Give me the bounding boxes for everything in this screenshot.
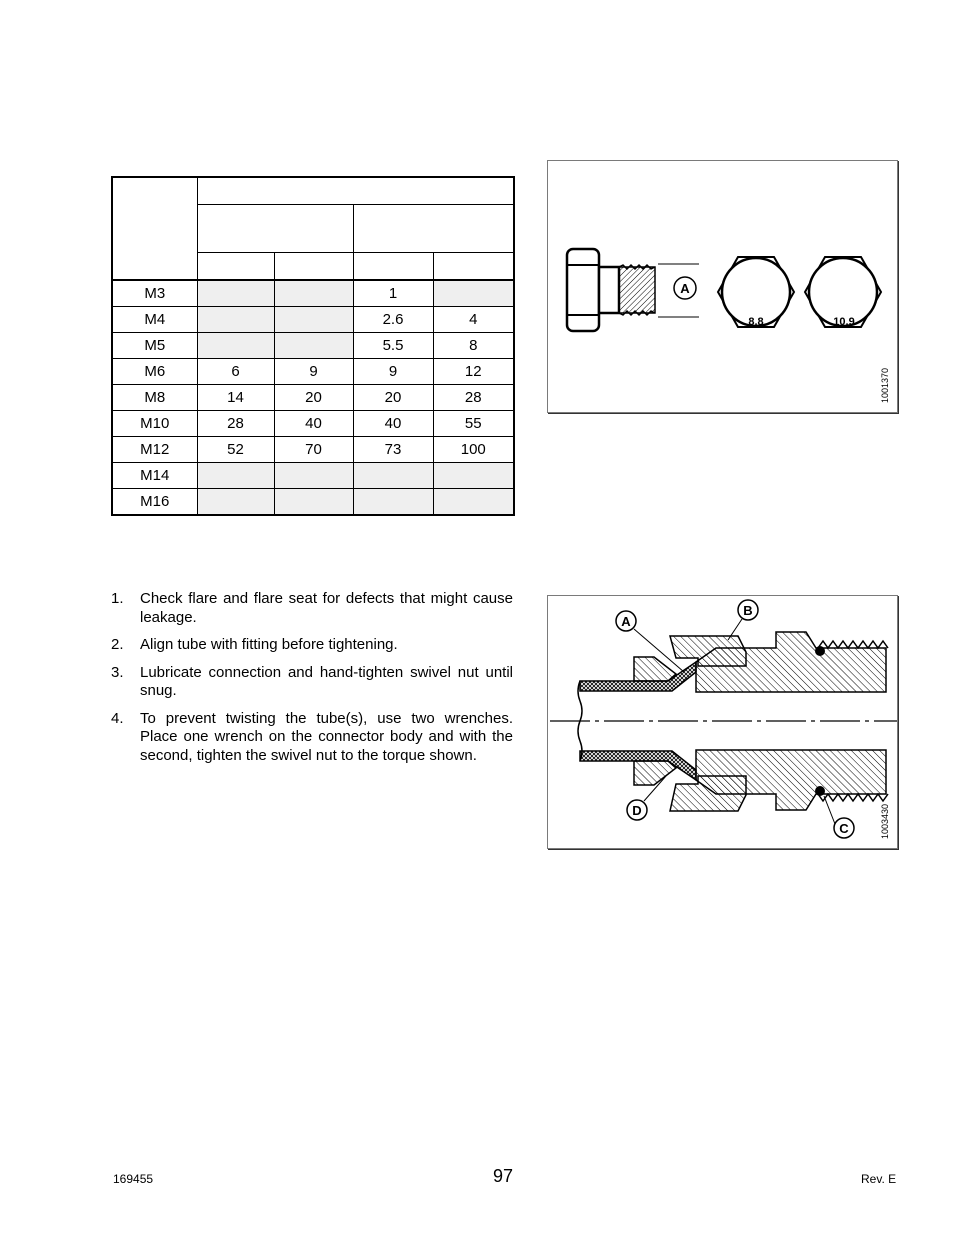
o-ring-lower: [815, 786, 825, 796]
torque-value-cell: [197, 307, 274, 333]
table-row: [112, 437, 514, 463]
bolt-size-cell: M14: [112, 463, 197, 489]
hex-head-10-9: [805, 257, 881, 328]
header-unit-2: [274, 253, 353, 281]
bolt-grade-figure: [547, 160, 898, 413]
header-group-right: [353, 205, 514, 253]
callout-b-label: B: [743, 603, 753, 618]
bolt-size-cell: M12: [112, 437, 197, 463]
table-row: [112, 385, 514, 411]
torque-value-cell: 5.5: [353, 333, 433, 359]
procedure-steps: [111, 590, 513, 774]
bolt-size-cell: M10: [112, 411, 197, 437]
torque-value-cell: [433, 463, 514, 489]
bolt-side-view: [567, 249, 699, 331]
sleeve-upper: [634, 657, 676, 681]
o-ring-upper: [815, 646, 825, 656]
table-row: [112, 333, 514, 359]
step-number: 1.: [111, 590, 124, 607]
torque-value-cell: [353, 489, 433, 516]
bolt-illustration: [548, 161, 897, 412]
table-row: [112, 463, 514, 489]
torque-value-cell: 55: [433, 411, 514, 437]
callout-d-label: D: [632, 803, 642, 818]
callout-c-label: C: [839, 821, 849, 836]
table-row: [112, 411, 514, 437]
torque-value-cell: 52: [197, 437, 274, 463]
step-item: [111, 636, 513, 655]
torque-value-cell: 2.6: [353, 307, 433, 333]
bolt-size-cell: M3: [112, 280, 197, 307]
torque-value-cell: 28: [433, 385, 514, 411]
sleeve-lower: [634, 761, 676, 785]
table-row: [112, 280, 514, 307]
hex-head-8-8: [718, 257, 794, 328]
torque-value-cell: [197, 463, 274, 489]
torque-value-cell: [197, 489, 274, 516]
torque-value-cell: [274, 463, 353, 489]
torque-value-cell: [197, 280, 274, 307]
header-torque-cell: [197, 177, 514, 205]
bolt-size-cell: M6: [112, 359, 197, 385]
bolt-size-cell: M16: [112, 489, 197, 516]
step-number: 3.: [111, 663, 124, 681]
header-group-left: [197, 205, 353, 253]
torque-value-cell: 20: [353, 385, 433, 411]
torque-value-cell: [433, 280, 514, 307]
step-text: Lubricate connection and hand-tighten swivel nut until snug.: [140, 663, 513, 699]
step-text: To prevent twisting the tube(s), use two wrenches. Place one wrench on the connector body and with the second, tighten the swivel nut to the torque shown.: [140, 709, 513, 764]
callout-a-label: A: [680, 281, 690, 296]
torque-value-cell: 14: [197, 385, 274, 411]
torque-value-cell: [274, 489, 353, 516]
step-text: Check flare and flare seat for defects that might cause leakage.: [140, 590, 513, 626]
doc-number: 169455: [113, 1172, 154, 1186]
torque-value-cell: [197, 333, 274, 359]
torque-value-cell: 9: [274, 359, 353, 385]
step-text: Align tube with fitting before tightening.: [140, 636, 398, 653]
torque-value-cell: 6: [197, 359, 274, 385]
figure-id: 1001370: [880, 367, 890, 403]
torque-value-cell: 28: [197, 411, 274, 437]
torque-value-cell: 1: [353, 280, 433, 307]
torque-value-cell: 12: [433, 359, 514, 385]
torque-value-cell: [274, 333, 353, 359]
callout-a-label: A: [621, 614, 631, 629]
table-row: [112, 359, 514, 385]
torque-value-cell: [353, 463, 433, 489]
torque-value-cell: 100: [433, 437, 514, 463]
torque-value-cell: 40: [274, 411, 353, 437]
bolt-size-cell: M8: [112, 385, 197, 411]
step-number: 4.: [111, 709, 124, 727]
header-unit-3: [353, 253, 433, 281]
torque-value-cell: 4: [433, 307, 514, 333]
step-item: [111, 664, 513, 701]
torque-value-cell: 73: [353, 437, 433, 463]
torque-value-cell: 20: [274, 385, 353, 411]
step-item: [111, 710, 513, 766]
torque-value-cell: 70: [274, 437, 353, 463]
grade-8-8-label: 8.8: [748, 316, 764, 328]
header-size-cell: [112, 177, 197, 280]
torque-value-cell: 9: [353, 359, 433, 385]
figure-id: 1003430: [880, 803, 890, 839]
bolt-size-cell: M5: [112, 333, 197, 359]
table-row: [112, 307, 514, 333]
torque-value-cell: [274, 280, 353, 307]
revision: Rev. E: [861, 1172, 897, 1186]
table-row: [112, 489, 514, 516]
torque-value-cell: 40: [353, 411, 433, 437]
torque-value-cell: [433, 489, 514, 516]
torque-value-cell: [274, 307, 353, 333]
step-item: [111, 590, 513, 627]
header-unit-4: [433, 253, 514, 281]
bolt-size-cell: M4: [112, 307, 197, 333]
grade-10-9-label: 10.9: [833, 316, 855, 328]
header-unit-1: [197, 253, 274, 281]
page-number: 97: [493, 1166, 514, 1186]
flare-fitting-figure: [547, 595, 898, 849]
torque-table: [111, 176, 515, 516]
torque-value-cell: 8: [433, 333, 514, 359]
step-number: 2.: [111, 636, 124, 653]
flare-fitting-illustration: [548, 596, 897, 848]
